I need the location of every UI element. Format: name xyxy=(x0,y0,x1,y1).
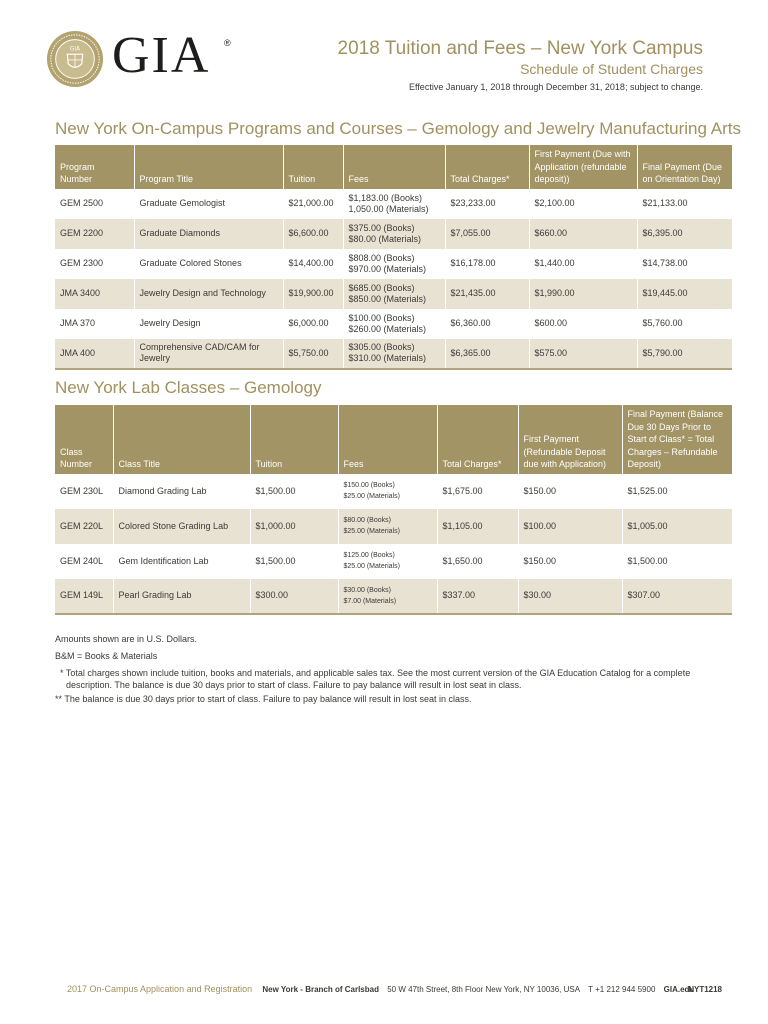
gia-seal-logo-icon xyxy=(46,30,104,88)
total-charges-cell: $6,365.00 xyxy=(445,339,529,369)
row-number-cell: JMA 3400 xyxy=(55,279,134,309)
first-payment-cell: $2,100.00 xyxy=(529,189,637,219)
fees-books: $685.00 (Books) xyxy=(348,282,415,293)
col-tuition-header: Tuition xyxy=(250,405,338,474)
programs-table xyxy=(55,145,732,370)
total-charges-cell: $1,675.00 xyxy=(437,474,518,509)
fees-cell xyxy=(338,474,437,509)
fees-books: $375.00 (Books) xyxy=(348,222,415,233)
table-row xyxy=(55,309,732,339)
table-row xyxy=(55,544,732,579)
final-payment-cell: $1,500.00 xyxy=(627,555,668,566)
table-row xyxy=(55,509,732,544)
row-number-cell: GEM 2200 xyxy=(55,219,134,249)
tuition-cell: $300.00 xyxy=(250,579,338,614)
fees-cell xyxy=(343,189,445,219)
fees-books: $80.00 (Books) xyxy=(343,517,391,524)
tuition-cell: $1,500.00 xyxy=(250,474,338,509)
total-charges-cell: $6,360.00 xyxy=(445,309,529,339)
col-fees-header: Fees xyxy=(338,405,437,474)
fees-cell xyxy=(343,249,445,279)
row-title-cell: Jewelry Design and Technology xyxy=(134,279,283,309)
final-payment-cell: $6,395.00 xyxy=(637,219,732,249)
footer-application-title: 2017 On-Campus Application and Registration xyxy=(67,984,253,994)
col-final-payment-header: Final Payment (Due on Orientation Day) xyxy=(637,145,732,189)
final-payment-cell: $307.00 xyxy=(622,579,732,614)
fees-cell xyxy=(338,544,437,579)
first-payment-cell: $150.00 xyxy=(518,474,622,509)
total-charges-cell: $7,055.00 xyxy=(445,219,529,249)
footnotes xyxy=(55,633,715,710)
col-title-header: Class Title xyxy=(113,405,250,474)
tuition-cell: $5,750.00 xyxy=(283,339,343,369)
first-payment-cell: $150.00 xyxy=(518,544,622,579)
total-charges-cell: $337.00 xyxy=(437,579,518,614)
fees-materials: $25.00 (Materials) xyxy=(343,563,400,570)
fees-books: $305.00 (Books) xyxy=(348,342,415,352)
balance-footnote: ** The balance is due 30 days prior to start of class. Failure to pay balance will result in lost seat in class. xyxy=(55,694,472,704)
row-title-cell: Comprehensive CAD/CAM for Jewelry xyxy=(134,339,283,369)
col-total-header: Total Charges* xyxy=(437,405,518,474)
footer-branch: New York - Branch of Carlsbad xyxy=(262,985,379,994)
fees-books: $30.00 (Books) xyxy=(343,586,391,594)
currency-note: Amounts shown are in U.S. Dollars. xyxy=(55,634,198,644)
table-header-row xyxy=(55,145,732,189)
fees-materials: $310.00 (Materials) xyxy=(348,353,427,363)
page-footer xyxy=(67,984,727,994)
tuition-cell: $21,000.00 xyxy=(283,189,343,219)
row-title-cell: Pearl Grading Lab xyxy=(113,579,250,614)
total-charges-cell: $23,233.00 xyxy=(445,189,529,219)
fees-books: $1,183.00 (Books) xyxy=(348,192,423,203)
fees-cell xyxy=(343,219,445,249)
first-payment-cell: $30.00 xyxy=(518,579,622,614)
col-number-header: Class Number xyxy=(55,405,113,474)
row-number-cell: JMA 400 xyxy=(55,339,134,369)
fees-materials: $25.00 (Materials) xyxy=(343,493,400,500)
first-payment-cell: $1,990.00 xyxy=(529,279,637,309)
row-number-cell: GEM 230L xyxy=(55,474,113,509)
footer-address: 50 W 47th Street, 8th Floor New York, NY 10036, USA xyxy=(387,985,581,994)
table-row xyxy=(55,219,732,249)
tuition-cell: $14,400.00 xyxy=(283,249,343,279)
row-number-cell: GEM 149L xyxy=(55,579,113,614)
row-number-cell: GEM 240L xyxy=(55,544,113,579)
fees-materials: $25.00 (Materials) xyxy=(343,528,400,535)
col-fees-header: Fees xyxy=(343,145,445,189)
total-charges-footnote: * Total charges shown include tuition, books and materials, and applicable sales tax. See the most current version of the GIA Education Catalog for a complete description. The balance is due 30 days prior to start of class. Failure to pay balance will result in lost seat in class. xyxy=(60,668,691,690)
final-payment-cell: $1,525.00 xyxy=(627,485,668,496)
row-title-cell: Graduate Diamonds xyxy=(134,219,283,249)
footer-website-link[interactable]: GIA.edu xyxy=(663,985,695,994)
table-row xyxy=(55,579,732,614)
final-payment-cell: $5,790.00 xyxy=(637,339,732,369)
row-title-cell: Gem Identification Lab xyxy=(113,544,250,579)
tuition-cell: $1,000.00 xyxy=(250,509,338,544)
fees-cell xyxy=(338,509,437,544)
footer-document-code: NYT1218 xyxy=(688,985,722,994)
first-payment-cell: $100.00 xyxy=(518,509,622,544)
col-tuition-header: Tuition xyxy=(283,145,343,189)
total-charges-cell: $1,650.00 xyxy=(437,544,518,579)
fees-materials: $260.00 (Materials) xyxy=(348,323,427,334)
row-title-cell: Colored Stone Grading Lab xyxy=(113,509,250,544)
fees-books: $150.00 (Books) xyxy=(343,482,395,489)
lab-section-heading: New York Lab Classes – Gemology xyxy=(55,378,322,397)
page-header xyxy=(0,0,768,100)
lab-classes-table xyxy=(55,405,732,615)
first-payment-cell: $660.00 xyxy=(529,219,637,249)
row-title-cell: Jewelry Design xyxy=(134,309,283,339)
fees-cell xyxy=(343,279,445,309)
table-row xyxy=(55,339,732,369)
fees-materials: $7.00 (Materials) xyxy=(343,597,397,605)
row-number-cell: JMA 370 xyxy=(55,309,134,339)
fees-books: $100.00 (Books) xyxy=(348,312,415,323)
row-title-cell: Graduate Colored Stones xyxy=(134,249,283,279)
programs-section-heading: New York On-Campus Programs and Courses – Gemology and Jewelry Manufacturing Arts xyxy=(55,119,741,138)
registered-mark: ® xyxy=(224,38,231,48)
first-payment-cell: $1,440.00 xyxy=(529,249,637,279)
final-payment-cell: $14,738.00 xyxy=(642,258,688,268)
tuition-cell: $6,600.00 xyxy=(283,219,343,249)
table-header-row xyxy=(55,405,732,474)
col-first-payment-header: First Payment (Due with Application (refundable deposit)) xyxy=(529,145,637,189)
fees-materials: $850.00 (Materials) xyxy=(348,293,427,304)
table-row xyxy=(55,279,732,309)
effective-dates: Effective January 1, 2018 through December 31, 2018; subject to change. xyxy=(408,82,703,92)
footer-phone: T +1 212 944 5900 xyxy=(588,985,656,994)
fees-materials: $80.00 (Materials) xyxy=(348,233,422,244)
page-title: 2018 Tuition and Fees – New York Campus xyxy=(337,38,703,59)
total-charges-cell: $16,178.00 xyxy=(445,249,529,279)
final-payment-cell: $1,005.00 xyxy=(622,509,732,544)
table-row xyxy=(55,249,732,279)
tuition-cell: $19,900.00 xyxy=(283,279,343,309)
total-charges-cell: $1,105.00 xyxy=(437,509,518,544)
fees-cell xyxy=(343,309,445,339)
tuition-cell: $1,500.00 xyxy=(250,544,338,579)
col-final-payment-header: Final Payment (Balance Due 30 Days Prior to Start of Class* = Total Charges – Refundable Deposit) xyxy=(622,405,732,474)
fees-materials: 1,050.00 (Materials) xyxy=(348,203,429,214)
fees-cell xyxy=(343,339,445,369)
row-number-cell: GEM 220L xyxy=(55,509,113,544)
col-title-header: Program Title xyxy=(134,145,283,189)
fees-books: $808.00 (Books) xyxy=(348,252,415,263)
seal-text: GIA xyxy=(69,46,81,53)
table-row xyxy=(55,189,732,219)
row-title-cell: Diamond Grading Lab xyxy=(113,474,250,509)
final-payment-cell: $19,445.00 xyxy=(637,279,732,309)
table-row xyxy=(55,474,732,509)
fees-books: $125.00 (Books) xyxy=(343,552,395,559)
fees-materials: $970.00 (Materials) xyxy=(348,263,427,274)
row-number-cell: GEM 2500 xyxy=(55,189,134,219)
col-first-payment-header: First Payment (Refundable Deposit due with Application) xyxy=(518,405,622,474)
total-charges-cell: $21,435.00 xyxy=(445,279,529,309)
fees-cell xyxy=(338,579,437,614)
bm-note: B&M = Books & Materials xyxy=(55,651,158,661)
final-payment-cell: $5,760.00 xyxy=(642,318,683,328)
row-number-cell: GEM 2300 xyxy=(55,249,134,279)
col-number-header: Program Number xyxy=(55,145,134,189)
page-subtitle: Schedule of Student Charges xyxy=(520,61,703,77)
first-payment-cell: $600.00 xyxy=(529,309,637,339)
row-title-cell: Graduate Gemologist xyxy=(134,189,283,219)
first-payment-cell: $575.00 xyxy=(529,339,637,369)
final-payment-cell: $21,133.00 xyxy=(642,198,688,208)
col-total-header: Total Charges* xyxy=(445,145,529,189)
gia-wordmark: GIA xyxy=(112,27,211,84)
tuition-cell: $6,000.00 xyxy=(283,309,343,339)
